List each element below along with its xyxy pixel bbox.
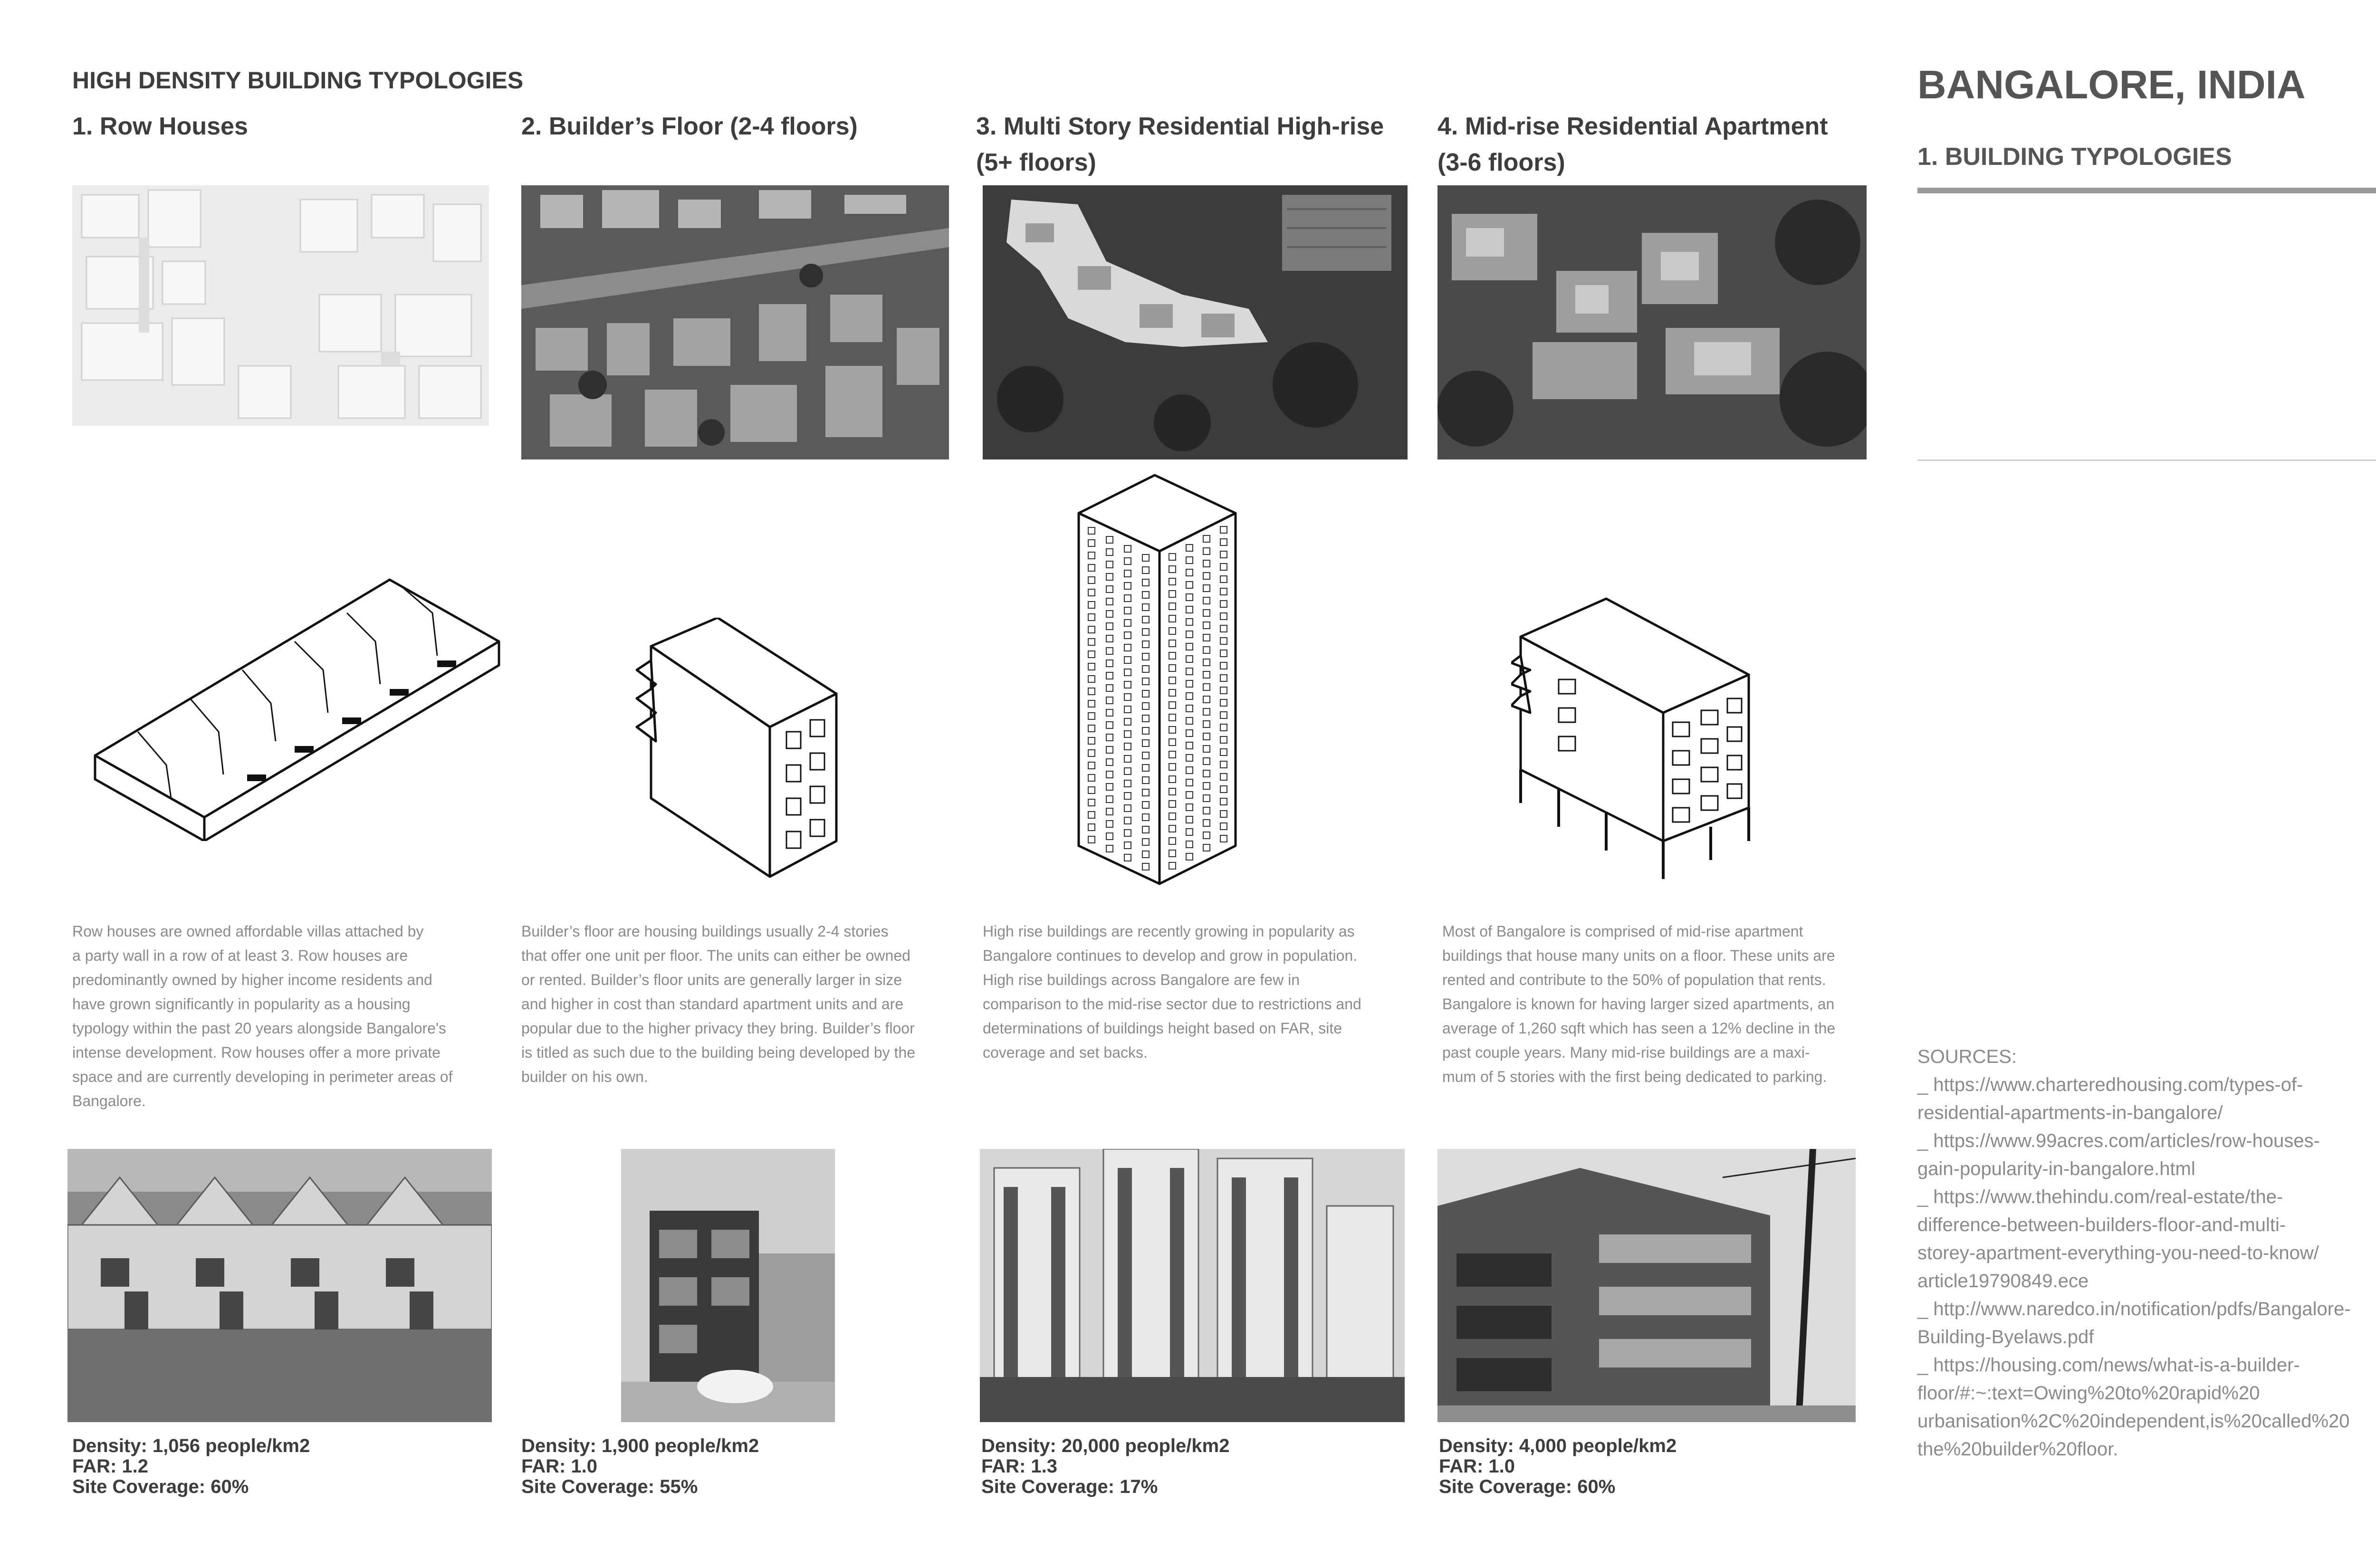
typology-title-row-houses — [72, 108, 248, 144]
description-line: that offer one unit per floor. The units can either be owned — [521, 947, 910, 964]
far-value: FAR: 1.2 — [72, 1456, 149, 1477]
photo-high-rise — [980, 1149, 1405, 1422]
density-value: Density: 4,000 people/km2 — [1439, 1435, 1677, 1456]
stats-high-rise — [981, 1436, 1229, 1497]
source-line: _ https://www.99acres.com/articles/row-houses- — [1917, 1130, 2320, 1151]
source-line: the%20builder%20floor. — [1917, 1439, 2118, 1460]
title-line: 2. Builder’s Floor (2-4 floors) — [521, 113, 858, 140]
sources-label: SOURCES: — [1917, 1046, 2017, 1067]
far-value: FAR: 1.0 — [521, 1456, 598, 1477]
sheet-title: HIGH DENSITY BUILDING TYPOLOGIES — [72, 67, 524, 94]
description-builders-floor — [521, 919, 915, 1089]
aerial-image-mid-rise — [1437, 185, 1867, 459]
source-line: Building-Byelaws.pdf — [1917, 1327, 2094, 1348]
row-houses-axonometric-drawing — [90, 575, 508, 841]
description-line: Most of Bangalore is comprised of mid-rise apartment — [1442, 923, 1803, 940]
description-line: is titled as such due to the building being developed by the — [521, 1044, 916, 1061]
city-title: BANGALORE, INDIA — [1917, 62, 2306, 107]
description-line: mum of 5 stories with the first being dedicated to parking. — [1442, 1068, 1827, 1085]
source-line: residential-apartments-in-bangalore/ — [1917, 1102, 2223, 1123]
title-line: 3. Multi Story Residential High-rise — [976, 113, 1384, 140]
aerial-image-high-rise — [983, 185, 1408, 459]
stats-row-houses — [72, 1436, 310, 1497]
high-rise-axonometric-drawing — [1074, 470, 1245, 889]
description-line: Bangalore is known for having larger sized apartments, an — [1442, 995, 1835, 1013]
site-coverage-value: Site Coverage: 55% — [521, 1476, 698, 1497]
description-line: determinations of buildings height based on FAR, site — [983, 1020, 1342, 1037]
description-line: High rise buildings across Bangalore are few in — [983, 971, 1300, 988]
density-value: Density: 1,056 people/km2 — [72, 1435, 310, 1456]
photo-mid-rise — [1437, 1149, 1856, 1422]
description-line: typology within the past 20 years alongside Bangalore's — [72, 1020, 447, 1037]
title-line: (5+ floors) — [976, 149, 1096, 176]
sources-list — [1917, 1043, 2376, 1463]
site-coverage-value: Site Coverage: 60% — [72, 1476, 249, 1497]
builders-floor-axonometric-drawing — [627, 618, 841, 884]
density-value: Density: 1,900 people/km2 — [521, 1435, 759, 1456]
description-line: and higher in cost than standard apartment units and are — [521, 995, 904, 1013]
description-line: popular due to the higher privacy they bring. Builder’s floor — [521, 1020, 915, 1037]
source-line: floor/#:~:text=Owing%20to%20rapid%20 — [1917, 1383, 2260, 1404]
description-high-rise — [983, 919, 1361, 1065]
source-line: article19790849.ece — [1917, 1271, 2089, 1291]
source-line: _ https://www.thehindu.com/real-estate/the- — [1917, 1186, 2283, 1207]
source-line: difference-between-builders-floor-and-multi- — [1917, 1214, 2286, 1235]
description-line: Bangalore continues to develop and grow in population. — [983, 947, 1358, 964]
description-line: or rented. Builder’s floor units are generally larger in size — [521, 971, 902, 988]
title-line: 1. Row Houses — [72, 113, 248, 140]
far-value: FAR: 1.0 — [1439, 1456, 1515, 1477]
description-line: coverage and set backs. — [983, 1044, 1148, 1061]
mid-rise-axonometric-drawing — [1511, 589, 1758, 884]
density-value: Density: 20,000 people/km2 — [981, 1435, 1230, 1456]
description-line: Bangalore. — [72, 1092, 146, 1109]
stats-builders-floor — [521, 1436, 759, 1497]
title-line: (3-6 floors) — [1437, 149, 1565, 176]
title-line: 4. Mid-rise Residential Apartment — [1437, 113, 1828, 140]
far-value: FAR: 1.3 — [981, 1456, 1058, 1477]
description-mid-rise — [1442, 919, 1835, 1089]
source-line: urbanisation%2C%20independent,is%20called%20 — [1917, 1411, 2350, 1432]
description-line: High rise buildings are recently growing in popularity as — [983, 923, 1355, 940]
description-line: Row houses are owned affordable villas attached by — [72, 923, 424, 940]
description-line: Builder’s floor are housing buildings usually 2-4 stories — [521, 923, 889, 940]
typology-title-builders-floor — [521, 108, 858, 144]
description-line: a party wall in a row of at least 3. Row houses are — [72, 947, 408, 964]
description-line: buildings that house many units on a floor. These units are — [1442, 947, 1835, 964]
description-line: intense development. Row houses offer a more private — [72, 1044, 441, 1061]
description-line: builder on his own. — [521, 1068, 648, 1085]
source-line: _ https://www.charteredhousing.com/types-of- — [1917, 1074, 2303, 1095]
source-line: storey-apartment-everything-you-need-to-know/ — [1917, 1243, 2319, 1263]
description-line: have grown significantly in popularity as a housing — [72, 995, 411, 1013]
source-line: _ http://www.naredco.in/notification/pdfs/Bangalore- — [1917, 1299, 2351, 1319]
section-title: 1. BUILDING TYPOLOGIES — [1917, 143, 2232, 171]
typology-title-mid-rise — [1437, 108, 1828, 181]
source-line: _ https://housing.com/news/what-is-a-builder- — [1917, 1355, 2300, 1376]
typology-title-high-rise — [976, 108, 1384, 181]
section-divider — [1917, 188, 2376, 193]
site-coverage-value: Site Coverage: 60% — [1439, 1476, 1616, 1497]
photo-row-houses — [67, 1149, 492, 1422]
aerial-image-builders-floor — [521, 185, 949, 459]
description-line: predominantly owned by higher income residents and — [72, 971, 432, 988]
source-line: gain-popularity-in-bangalore.html — [1917, 1158, 2195, 1179]
description-line: comparison to the mid-rise sector due to restrictions and — [983, 995, 1361, 1013]
description-line: rented and contribute to the 50% of population that rents. — [1442, 971, 1826, 988]
description-line: average of 1,260 sqft which has seen a 12% decline in the — [1442, 1020, 1836, 1037]
stats-mid-rise — [1439, 1436, 1677, 1497]
site-coverage-value: Site Coverage: 17% — [981, 1476, 1158, 1497]
aerial-image-row-houses — [72, 185, 489, 426]
description-row-houses — [72, 919, 452, 1113]
photo-builders-floor — [621, 1149, 835, 1422]
description-line: space and are currently developing in perimeter areas of — [72, 1068, 453, 1085]
section-divider-thin — [1917, 459, 2376, 461]
description-line: past couple years. Many mid-rise buildings are a maxi- — [1442, 1044, 1810, 1061]
